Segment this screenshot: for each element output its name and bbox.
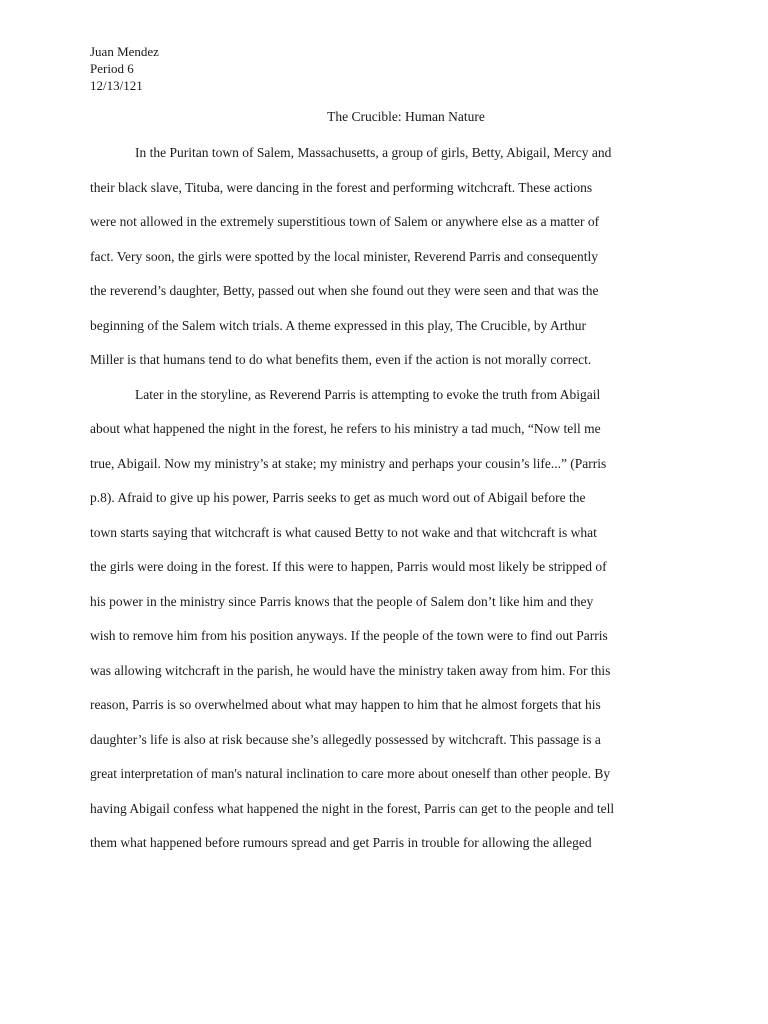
document-body — [90, 143, 690, 868]
paragraph-2 — [90, 385, 690, 868]
text-line: their black slave, Tituba, were dancing in the forest and performing witchcraft. These actions — [90, 179, 593, 195]
text-line: were not allowed in the extremely superstitious town of Salem or anywhere else as a matter of — [90, 214, 600, 229]
document-header — [90, 43, 159, 94]
text-line: great interpretation of man's natural inclination to care more about oneself than other people. By — [90, 766, 611, 781]
text-line: having Abigail confess what happened the night in the forest, Parris can get to the people and tell — [90, 800, 615, 816]
text-line: reason, Parris is so overwhelmed about what may happen to him that he almost forgets that his — [90, 697, 601, 712]
author-name: Juan Mendez — [90, 44, 159, 59]
text-line: Later in the storyline, as Reverend Parris is attempting to evoke the truth from Abigail — [135, 386, 601, 402]
text-line: was allowing witchcraft in the parish, he would have the ministry taken away from him. For this — [90, 662, 611, 678]
text-line: them what happened before rumours spread and get Parris in trouble for allowing the alleged — [90, 835, 592, 850]
text-line: In the Puritan town of Salem, Massachusetts, a group of girls, Betty, Abigail, Mercy and — [135, 145, 612, 160]
text-line: his power in the ministry since Parris knows that the people of Salem don’t like him and they — [90, 593, 594, 609]
text-line: Miller is that humans tend to do what benefits them, even if the action is not morally correct. — [90, 352, 592, 367]
text-line: the girls were doing in the forest. If this were to happen, Parris would most likely be stripped of — [90, 559, 607, 574]
text-line: the reverend’s daughter, Betty, passed out when she found out they were seen and that was the — [90, 283, 599, 298]
document-date: 12/13/121 — [90, 78, 143, 93]
paragraph-1 — [90, 143, 690, 385]
text-line: fact. Very soon, the girls were spotted by the local minister, Reverend Parris and consequently — [90, 248, 598, 264]
text-line: true, Abigail. Now my ministry’s at stake; my ministry and perhaps your cousin’s life...” (Parris — [90, 455, 607, 471]
class-period: Period 6 — [90, 61, 134, 76]
text-line: beginning of the Salem witch trials. A theme expressed in this play, The Crucible, by Arthur — [90, 317, 587, 333]
text-line: town starts saying that witchcraft is what caused Betty to not wake and that witchcraft is what — [90, 524, 597, 540]
text-line: about what happened the night in the forest, he refers to his ministry a tad much, “Now tell me — [90, 421, 601, 436]
text-line: p.8). Afraid to give up his power, Parris seeks to get as much word out of Abigail before the — [90, 490, 586, 505]
text-line: daughter’s life is also at risk because she’s allegedly possessed by witchcraft. This passage is a — [90, 731, 601, 747]
document-title: The Crucible: Human Nature — [327, 109, 485, 124]
text-line: wish to remove him from his position anyways. If the people of the town were to find out Parris — [90, 628, 608, 643]
